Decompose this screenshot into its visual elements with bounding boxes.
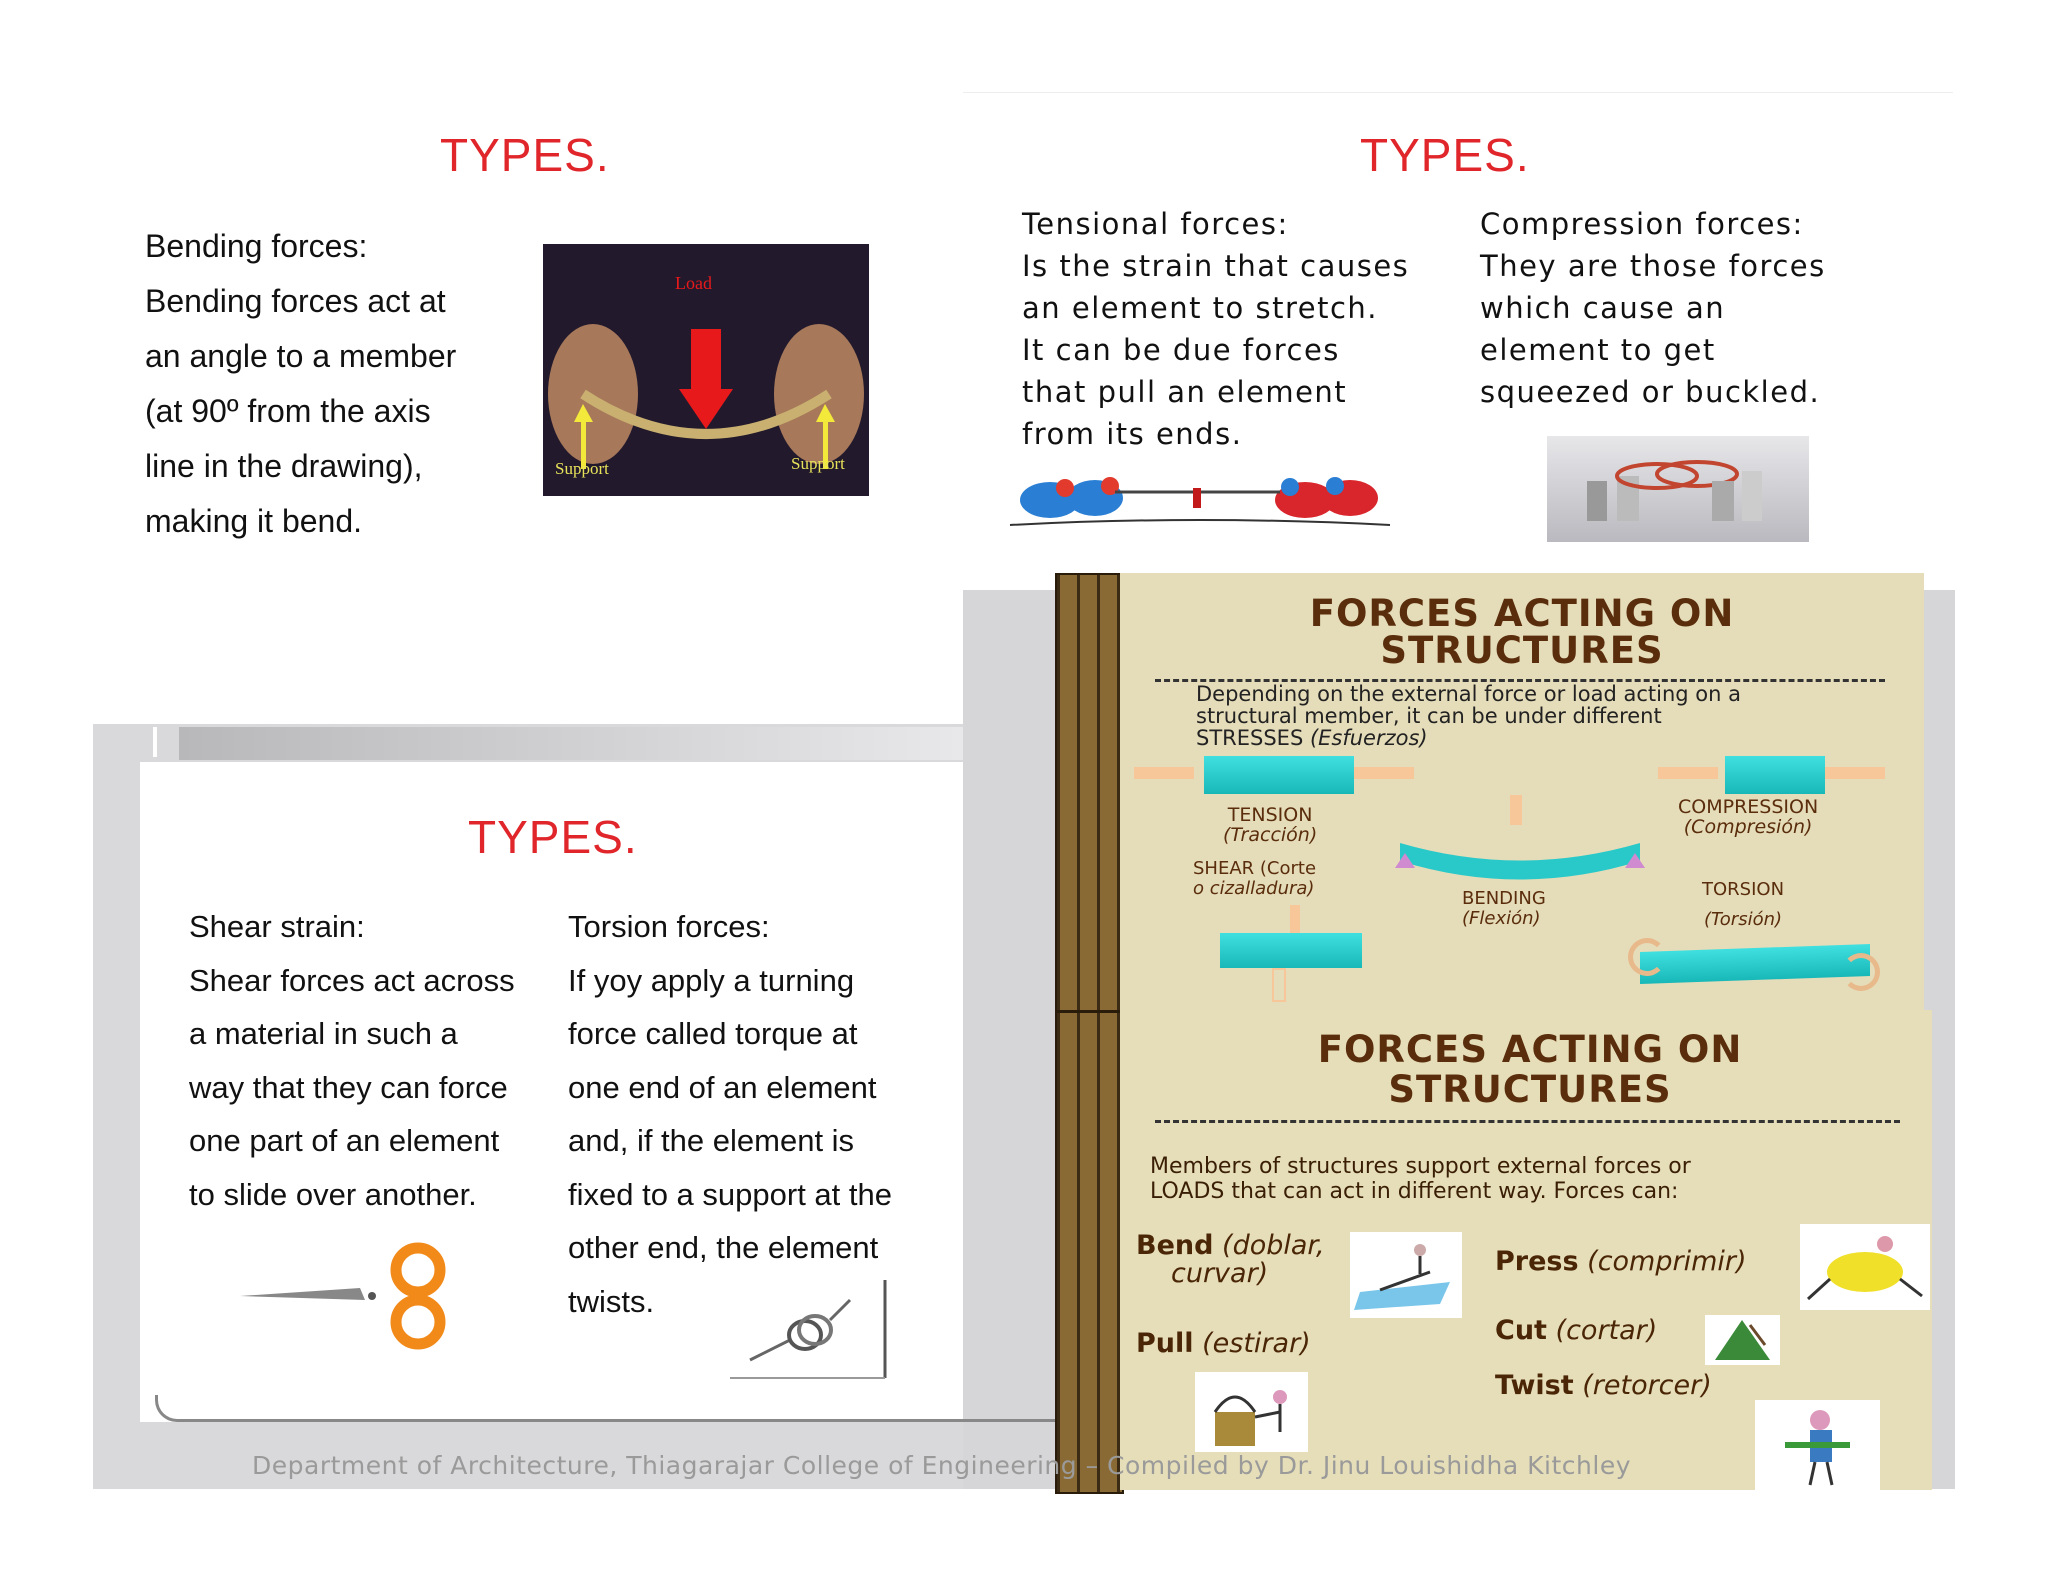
verb-pull (1136, 1328, 1311, 1359)
shear-es: o cizalladura) (1193, 878, 1315, 899)
torsion-arrow-left (1628, 938, 1666, 976)
verb-bend-es: curvar) (1171, 1258, 1269, 1289)
bending-label (1462, 889, 1546, 929)
bending-line: (at 90º from the axis (145, 393, 431, 429)
footer-credit: Department of Architecture, Thiagarajar College of Engineering – Compiled by Dr. Jinu Louishidha Kitchley (252, 1451, 1632, 1480)
pull-cartoon (1195, 1372, 1308, 1452)
shear-title: SHEAR (Corte (1193, 858, 1317, 879)
verb-bend (1136, 1232, 1325, 1288)
tug-of-war-image (1005, 470, 1395, 540)
tension-title: TENSION (1227, 804, 1313, 826)
verb-cut-es: (cortar) (1555, 1315, 1658, 1346)
scissors-icon (240, 1240, 455, 1350)
compression-label (1678, 797, 1818, 837)
tension-block (1204, 756, 1354, 794)
tension-label (1223, 805, 1317, 845)
verb-press (1495, 1246, 1747, 1277)
compression-es: (Compresión) (1683, 816, 1813, 838)
slide2-top-border (963, 92, 1953, 93)
diving-board-icon (1350, 1232, 1462, 1318)
wood-border-strip (1055, 573, 1124, 1494)
torsion-line: If yoy apply a turning (568, 962, 855, 998)
tension-arrow-right (1354, 767, 1414, 779)
shear-line: Shear forces act across (189, 962, 515, 998)
shear-block (1220, 933, 1362, 968)
torsion-spring-icon (730, 1280, 890, 1380)
tension-line: from its ends. (1022, 417, 1243, 451)
intro-line: Depending on the external force or load acting on a (1196, 682, 1741, 706)
torsion-text (568, 900, 963, 1328)
torsion-es: (Torsión) (1704, 909, 1783, 930)
torsion-arrow-right (1842, 953, 1880, 991)
intro-line (1196, 727, 1896, 749)
verb-bend-es: (doblar, (1222, 1230, 1325, 1261)
torsion-heading: Torsion forces: (568, 909, 770, 944)
bend-cartoon (1350, 1232, 1462, 1318)
cut-cartoon (1705, 1315, 1780, 1365)
bending-beam (1395, 823, 1645, 893)
compression-line: element to get (1480, 333, 1716, 367)
verb-cut (1495, 1315, 1657, 1346)
torsion-label (1702, 875, 1784, 935)
springs-illustration (1547, 436, 1809, 542)
verb-press-es: (comprimir) (1587, 1246, 1747, 1277)
bending-line: line in the drawing), (145, 448, 423, 484)
intro-line: Members of structures support external forces or (1150, 1154, 1691, 1179)
slide3-card-shadow (155, 1395, 1058, 1422)
support-left-label: Support (555, 459, 609, 478)
torsion-line: force called torque at (568, 1016, 858, 1051)
tension-line: It can be due forces (1022, 333, 1340, 367)
tension-line: Is the strain that causes (1022, 249, 1410, 283)
slide3-title: TYPES. (468, 811, 638, 863)
springs-image (1547, 436, 1809, 542)
torsion-bar (1640, 944, 1870, 984)
slide3-header-tick (153, 727, 157, 757)
man-wringing-icon (1755, 1400, 1880, 1490)
forces-intro-1 (1196, 683, 1896, 749)
compression-block (1725, 756, 1825, 794)
shear-heading: Shear strain: (189, 909, 365, 944)
forces-title-line: FORCES ACTING ON (1317, 1028, 1743, 1071)
torsion-title: TORSION (1702, 879, 1785, 900)
load-label: Load (675, 273, 712, 293)
compression-arrow-left (1658, 767, 1718, 779)
bending-photo (543, 244, 869, 496)
torsion-line: one end of an element (568, 1069, 877, 1105)
shear-text (189, 900, 569, 1221)
shear-arrow-down (1290, 905, 1300, 933)
intro-line: structural member, it can be under different (1196, 704, 1662, 728)
bending-line: making it bend. (145, 503, 363, 539)
slide2-title: TYPES. (1360, 129, 1530, 181)
tension-es: (Tracción) (1223, 824, 1318, 846)
forces-title-1 (1120, 592, 1924, 672)
bending-illustration (543, 244, 869, 496)
verb-pull-es: (estirar) (1202, 1328, 1311, 1359)
slide3-header-bar (179, 727, 963, 760)
divider (1155, 1120, 1900, 1123)
support-right-label: Support (791, 454, 845, 473)
press-cartoon (1800, 1224, 1930, 1310)
forces-title-line: STRUCTURES (1388, 1068, 1672, 1111)
verb-pull-label: Pull (1136, 1328, 1194, 1359)
axe-tree-icon (1705, 1315, 1780, 1365)
twist-cartoon (1755, 1400, 1880, 1490)
bending-text (145, 219, 545, 549)
shear-line: one part of an element (189, 1123, 500, 1158)
verb-twist-label: Twist (1495, 1370, 1574, 1401)
compression-line: which cause an (1480, 291, 1726, 325)
compression-line: squeezed or buckled. (1480, 375, 1821, 409)
forces-slide-1 (1120, 573, 1924, 1010)
well-bucket-icon (1195, 1372, 1308, 1452)
compression-heading: Compression forces: (1480, 207, 1804, 241)
wood-divider (1055, 1010, 1120, 1013)
bending-arrow (1510, 795, 1522, 825)
bending-line: Bending forces act at (145, 283, 446, 319)
verb-press-label: Press (1495, 1246, 1579, 1277)
tension-text (1022, 203, 1462, 455)
shear-label (1193, 859, 1316, 899)
frog-icon (1800, 1224, 1930, 1310)
torsion-line: and, if the element is (568, 1123, 855, 1158)
stresses-es: (Esfuerzos) (1309, 726, 1428, 750)
torsion-line: twists. (568, 1283, 655, 1319)
torsion-line: fixed to a support at the (568, 1176, 892, 1212)
torsion-line: other end, the element (568, 1230, 879, 1265)
shear-line: way that they can force (189, 1069, 508, 1105)
compression-line: They are those forces (1480, 249, 1826, 283)
bending-line: an angle to a member (145, 338, 457, 374)
forces-title-line: STRUCTURES (1380, 629, 1664, 672)
stresses-word: STRESSES (1196, 726, 1310, 750)
tension-line: that pull an element (1022, 375, 1348, 409)
compression-arrow-right (1825, 767, 1885, 779)
forces-slide-2 (1120, 1010, 1932, 1490)
verb-bend-label: Bend (1136, 1230, 1214, 1261)
slide1-title: TYPES. (440, 129, 610, 181)
compression-title: COMPRESSION (1678, 796, 1819, 818)
forces-title-line: FORCES ACTING ON (1309, 592, 1735, 635)
shear-arrow-up (1272, 968, 1286, 1002)
verb-twist (1495, 1370, 1712, 1401)
verb-cut-label: Cut (1495, 1315, 1547, 1346)
verb-twist-es: (retorcer) (1582, 1370, 1712, 1401)
shear-line: to slide over another. (189, 1176, 477, 1212)
tension-heading: Tensional forces: (1022, 207, 1289, 241)
intro-line: LOADS that can act in different way. Forces can: (1150, 1179, 1679, 1204)
bending-title: BENDING (1462, 888, 1546, 909)
forces-title-2 (1120, 1030, 1940, 1110)
shear-line: a material in such a (189, 1016, 458, 1051)
compression-text (1480, 203, 1920, 413)
bending-heading: Bending forces: (145, 228, 368, 264)
tension-arrow-left (1134, 767, 1194, 779)
forces-intro-2 (1150, 1154, 1840, 1204)
tension-line: an element to stretch. (1022, 291, 1379, 325)
bending-es: (Flexión) (1462, 908, 1541, 929)
